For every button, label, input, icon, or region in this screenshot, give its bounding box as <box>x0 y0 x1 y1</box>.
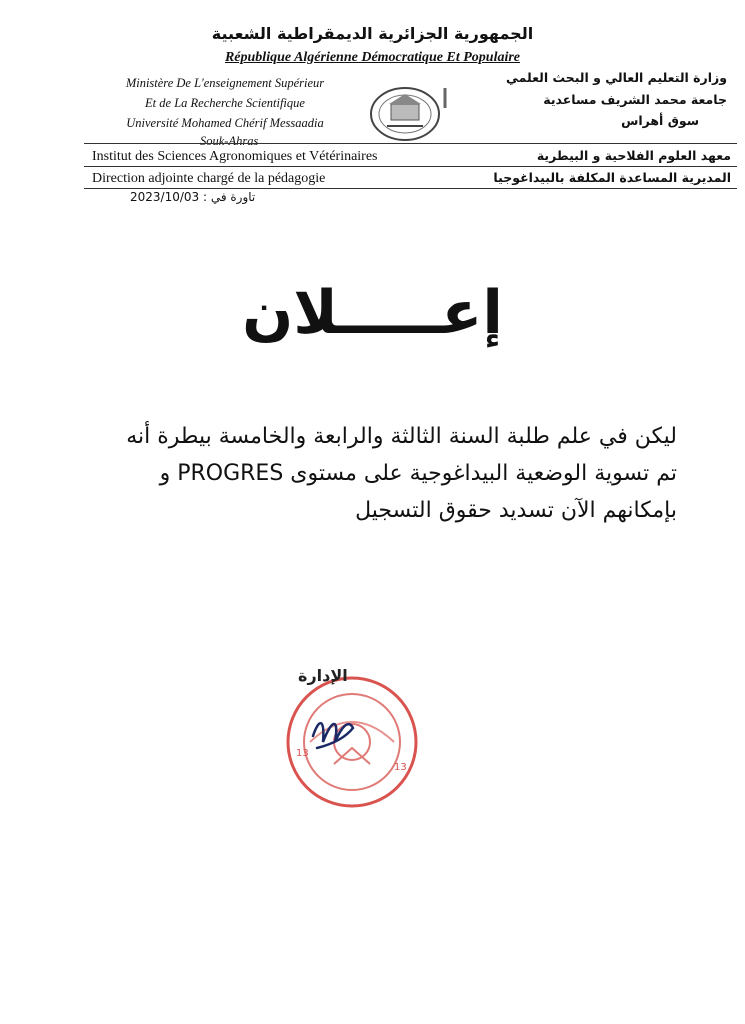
handwritten-signature <box>305 698 365 758</box>
city-line-ar: سوق أهراس <box>621 113 699 128</box>
direction-name-fr: Direction adjointe chargé de la pédagogie <box>92 171 326 186</box>
svg-text:13: 13 <box>296 748 309 759</box>
city-line-fr: Souk-Ahras <box>200 134 259 148</box>
announcement-title: إعـــــلان <box>242 278 503 348</box>
research-line-fr: Et de La Recherche Scientifique <box>145 96 305 110</box>
svg-text:13: 13 <box>394 762 407 773</box>
direction-name-ar: المديرية المساعدة المكلفة بالبيداغوجيا <box>493 170 731 185</box>
university-emblem-icon <box>365 78 455 144</box>
republic-title-fr: République Algérienne Démocratique Et Populaire <box>224 50 521 65</box>
signature-label: الإدارة <box>298 666 348 685</box>
ministry-line-ar: وزارة التعليم العالي و البحث العلمي <box>505 70 727 85</box>
university-line-ar: جامعة محمد الشريف مساعدية <box>543 92 727 107</box>
republic-title-ar: الجمهورية الجزائرية الديمقراطية الشعبية <box>211 24 534 43</box>
document-date: تاورة في : 2023/10/03 <box>130 190 256 204</box>
ministry-line-fr: Ministère De L'enseignement Supérieur <box>125 76 325 90</box>
institute-name-ar: معهد العلوم الفلاحية و البيطرية <box>536 148 731 163</box>
institute-name-fr: Institut des Sciences Agronomiques et Vétérinaires <box>92 149 378 164</box>
university-line-fr: Université Mohamed Chérif Messaadia <box>126 116 324 130</box>
announcement-body: ليكن في علم طلبة السنة الثالثة والرابعة والخامسة بيطرة أنه تم تسوية الوضعية البيداغوجية على مستوى PROGRES و بإمكانهم الآن تسديد حقوق التسجيل <box>126 424 677 523</box>
